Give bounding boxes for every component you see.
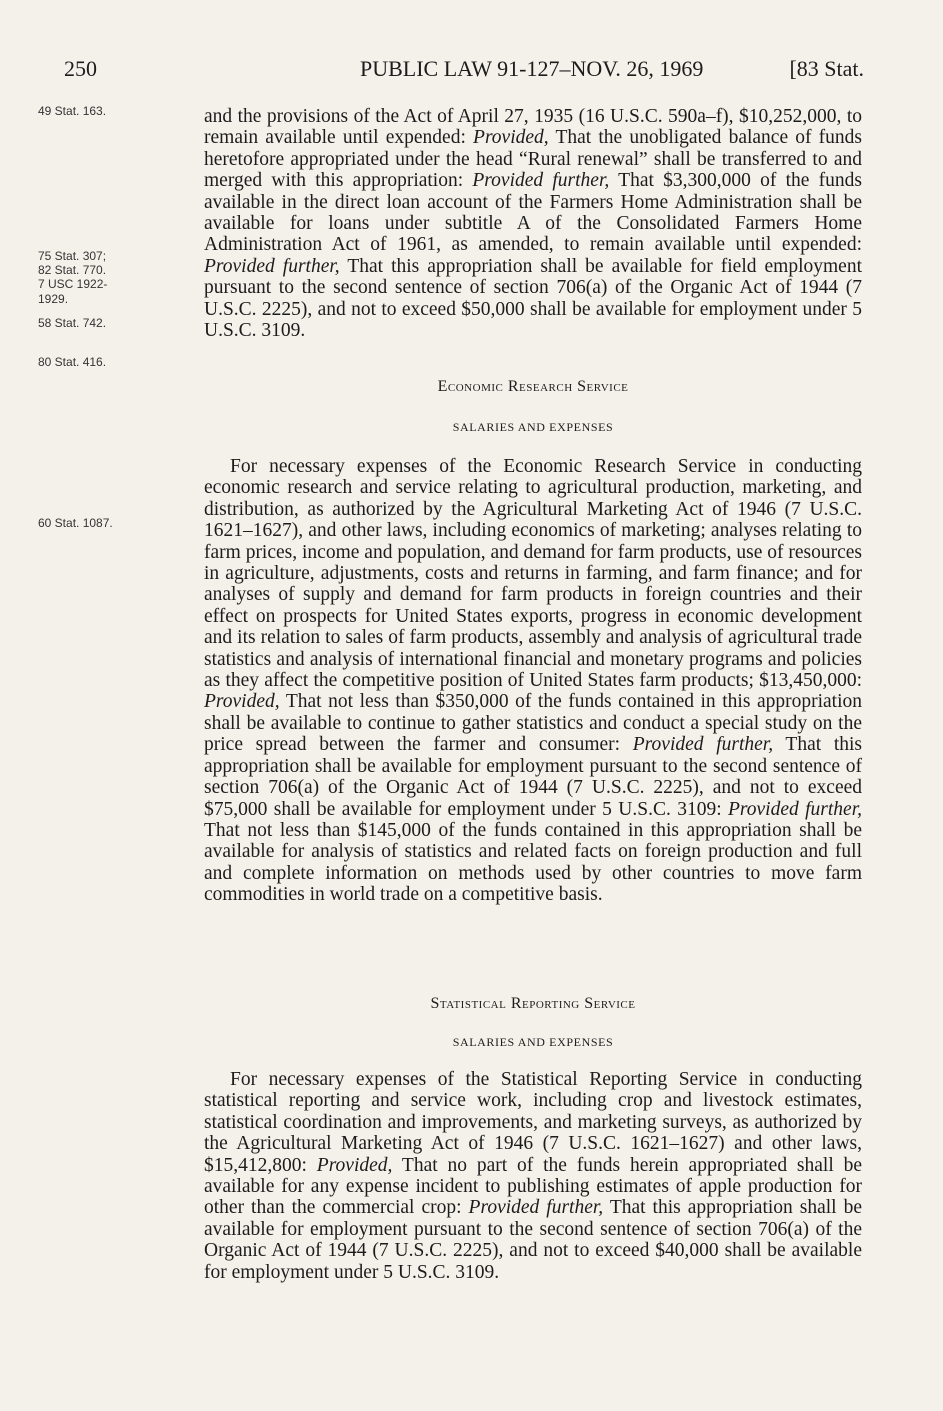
page-number: 250 [64, 56, 97, 81]
paragraph-farmers-home: and the provisions of the Act of April 27, 1935 (16 U.S.C. 590a–f), $10,252,000, to remain available until expended: Provided, That the unobligated balance of funds heretofore appropriated under the head “Rural renewal” shall be transferred to and merged with this appropriation: Provided further, That $3,300,000 of the funds available in the direct loan account of the Farmers Home Administration shall be available for loans under subtitle A of the Consolidated Farmers Home Administration Act of 1961, as amended, to remain available until expended: Provided further, That this appropriation shall be available for field employment pursuant to the second sentence of section 706(a) of the Organic Act of 1944 (7 U.S.C. 2225), and not to exceed $50,000 shall be available for employment under 5 U.S.C. 3109. [204, 106, 862, 342]
margin-note: 58 Stat. 742. [38, 316, 107, 330]
page-header [64, 56, 864, 86]
margin-note: 60 Stat. 1087. [38, 516, 113, 530]
margin-note: 1929. [38, 292, 69, 306]
section-heading: Economic Research Service [437, 378, 629, 395]
statute-reference: [83 Stat. [789, 56, 864, 81]
section-subheading: SALARIES AND EXPENSES [452, 420, 614, 434]
paragraph-statistical-reporting: For necessary expenses of the Statistical Reporting Service in conducting statistical reporting and service work, including crop and livestock estimates, statistical coordination and improvements, and marketing surveys, as authorized by the Agricultural Marketing Act of 1946 (7 U.S.C. 1621–1627) and other laws, $15,412,800: Provided, That no part of the funds herein appropriated shall be available for any expense incident to publishing estimates of apple production for other than the commercial crop: Provided further, That this appropriation shall be available for employment pursuant to the second sentence of section 706(a) of the Organic Act of 1944 (7 U.S.C. 2225), and not to exceed $40,000 shall be available for employment under 5 U.S.C. 3109. [204, 1069, 863, 1283]
margin-note: 7 USC 1922- [38, 277, 108, 291]
margin-note: 82 Stat. 770. [38, 263, 107, 277]
margin-note: 75 Stat. 307; [38, 249, 107, 263]
page-title: PUBLIC LAW 91-127–NOV. 26, 1969 [360, 56, 704, 81]
section-subheading: SALARIES AND EXPENSES [452, 1035, 614, 1049]
margin-note: 49 Stat. 163. [38, 104, 107, 118]
margin-note: 80 Stat. 416. [38, 355, 107, 369]
paragraph-economic-research: For necessary expenses of the Economic Research Service in conducting economic research and service relating to agricultural production, marketing, and distribution, as authorized by the Agricultural Marketing Act of 1946 (7 U.S.C. 1621–1627), and other laws, including economics of marketing; analyses relating to farm prices, income and population, and demand for farm products, use of resources in agriculture, adjustments, costs and returns in farming, and farm finance; and for analyses of supply and demand for farm products in foreign countries and their effect on prospects for United States exports, progress in economic development and its relation to sales of farm products, assembly and analysis of agricultural trade statistics and analysis of international financial and monetary programs and policies as they affect the competitive position of United States farm products; $13,450,000: Provided, That not less than $350,000 of the funds contained in this appropriation shall be available to continue to gather statistics and conduct a special study on the price spread between the farmer and consumer: Provided further, That this appropriation shall be available for employment pursuant to the second sentence of section 706(a) of the Organic Act of 1944 (7 U.S.C. 2225), and not to exceed $75,000 shall be available for employment under 5 U.S.C. 3109: Provided further, That not less than $145,000 of the funds contained in this appropriation shall be available for analysis of statistics and related facts on foreign production and full and complete information on methods used by other countries to move farm commodities in world trade on a competitive basis. [204, 456, 863, 906]
section-heading: Statistical Reporting Service [430, 995, 636, 1012]
